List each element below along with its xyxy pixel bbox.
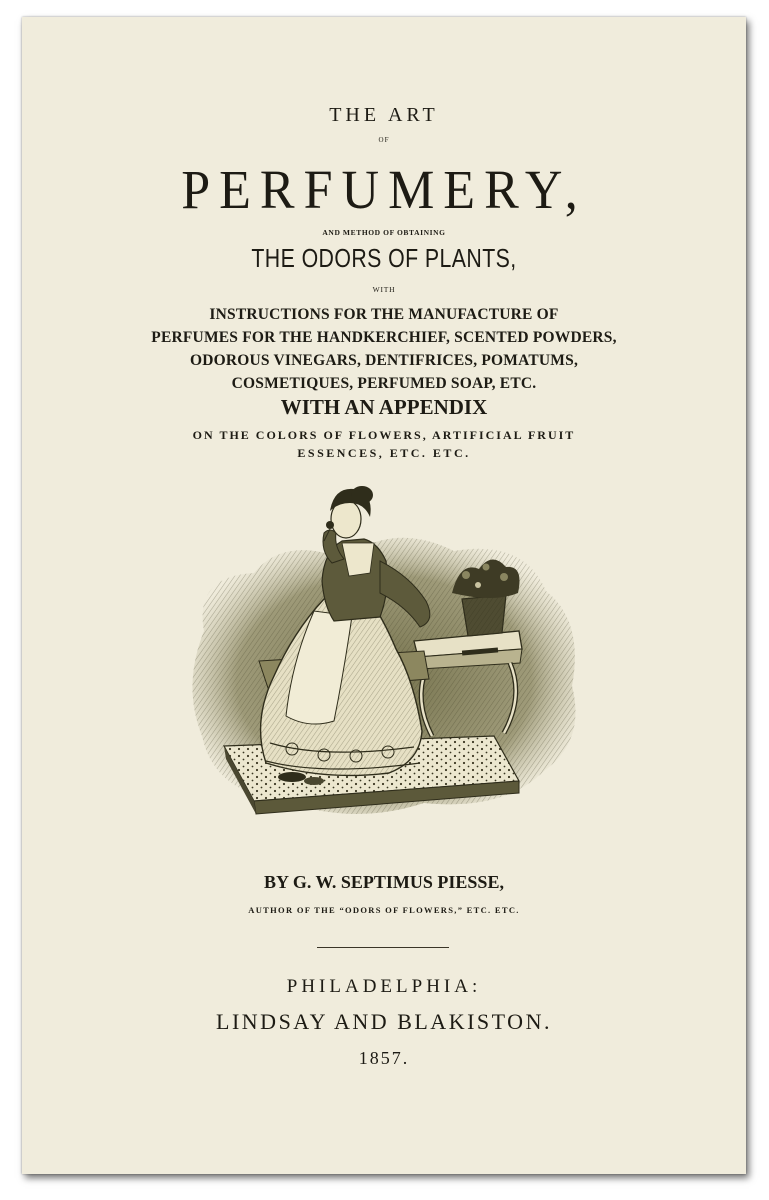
title-of: OF	[378, 136, 390, 144]
publisher-name: LINDSAY AND BLAKISTON.	[216, 1009, 552, 1034]
method-line: AND METHOD OF OBTAINING	[322, 228, 446, 237]
instructions-line-3: ODOROUS VINEGARS, DENTIFRICES, POMATUMS,	[189, 352, 579, 369]
author-credit-line: AUTHOR OF THE “ODORS OF FLOWERS,” ETC. ETC.	[248, 905, 520, 915]
instructions-line-2: PERFUMES FOR THE HANDKERCHIEF, SCENTED POWDERS,	[151, 329, 617, 346]
instructions-line-4: COSMETIQUES, PERFUMED SOAP, ETC.	[231, 375, 537, 392]
author-line: BY G. W. SEPTIMUS PIESSE,	[264, 872, 504, 892]
divider-rule	[317, 947, 449, 948]
with-line: WITH	[372, 285, 396, 294]
colors-line-2: ESSENCES, ETC. ETC.	[297, 446, 471, 460]
woman-smelling-flower-engraving-icon	[174, 481, 594, 871]
appendix-line: WITH AN APPENDIX	[280, 395, 488, 419]
odors-line: THE ODORS OF PLANTS,	[251, 243, 517, 273]
publisher-city: PHILADELPHIA:	[286, 976, 482, 997]
title-page	[22, 17, 746, 1174]
title-top: THE ART	[329, 104, 439, 126]
instructions-line-1: INSTRUCTIONS FOR THE MANUFACTURE OF	[209, 306, 559, 323]
publication-year: 1857.	[358, 1048, 410, 1068]
colors-line-1: ON THE COLORS OF FLOWERS, ARTIFICIAL FRUIT	[192, 428, 576, 442]
title-main: PERFUMERY,	[181, 160, 587, 221]
